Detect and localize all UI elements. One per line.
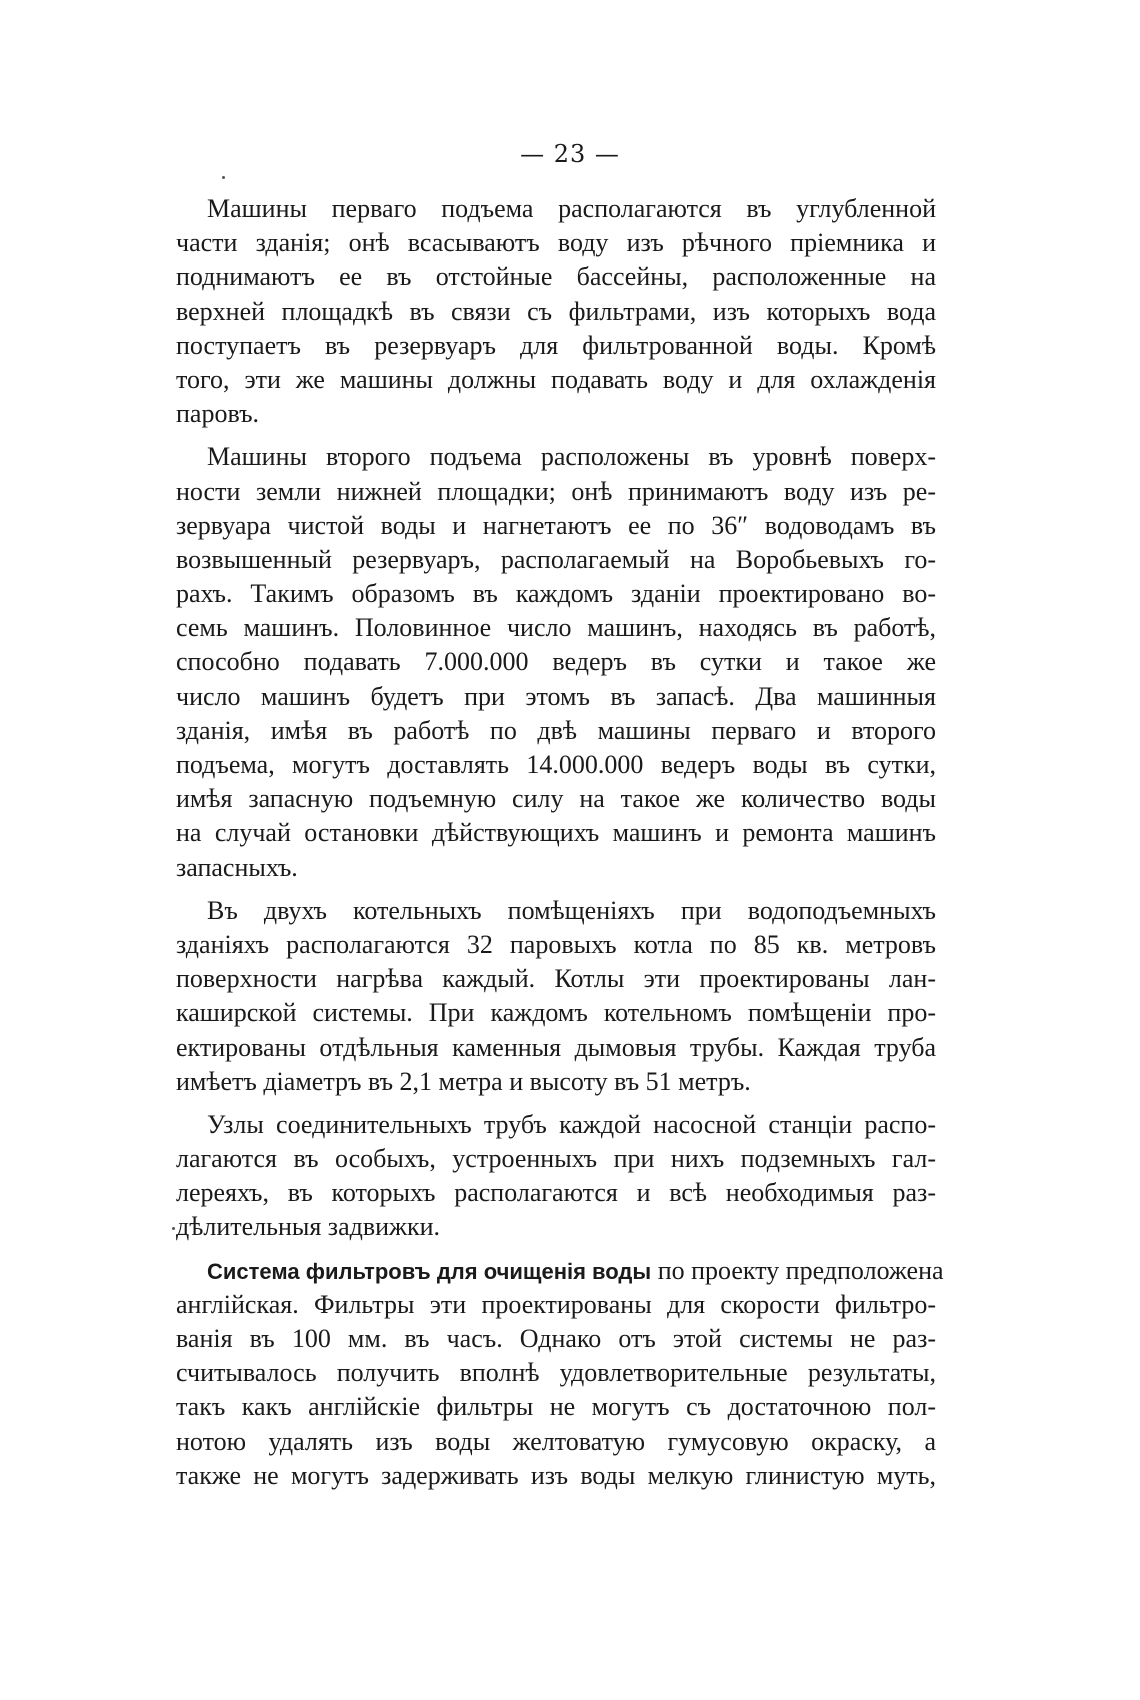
text-line: также не могутъ задерживать изъ воды мелкую глинистую муть, [176,1460,936,1490]
text-line: считывалось получить вполнѣ удовлетворительные результаты, [176,1358,936,1388]
text-line: запасныхъ. [176,852,298,882]
body-text [176,192,944,1502]
text-line: на случай остановки дѣйствующихъ машинъ и ремонта машинъ [176,818,936,848]
bold-heading-run: Система фильтровъ для очищенія воды [207,1258,652,1284]
text-line: такъ какъ англійскіе фильтры не могутъ съ достаточною пол- [176,1392,936,1422]
text-line: того, эти же машины должны подавать воду и для охлажденія [176,364,936,394]
text-line: зданія, имѣя въ работѣ по двѣ машины перваго и второго [176,715,936,745]
text-line: Машины второго подъема расположены въ уровнѣ поверх- [207,442,936,472]
text-line: Въ двухъ котельныхъ помѣщеніяхъ при водоподъемныхъ [207,895,936,925]
text-line: поднимаютъ ее въ отстойные бассейны, расположенные на [176,262,936,292]
text-line: зервуара чистой воды и нагнетаютъ ее по 36″ водоводамъ въ [176,510,936,540]
text-line: способно подавать 7.000.000 ведеръ въ сутки и такое же [176,647,936,677]
text-line: ектированы отдѣльныя каменныя дымовыя трубы. Каждая труба [176,1032,936,1062]
page-number: — 23 — [520,140,620,168]
text-line: подъема, могутъ доставлять 14.000.000 ведеръ воды въ сутки, [176,750,936,779]
paragraph-2 [176,440,936,884]
text-line: Узлы соединительныхъ трубъ каждой насосной станціи распо- [207,1109,936,1139]
text-line: англійская. Фильтры эти проектированы для скорости фильтро- [176,1289,936,1319]
text-line: возвышенный резервуаръ, располагаемый на Воробьевыхъ го- [176,544,936,574]
text-line: ванія въ 100 мм. въ часъ. Однако отъ этой системы не раз- [176,1324,936,1353]
text-line: части зданія; онѣ всасываютъ воду изъ рѣчного пріемника и [176,228,936,258]
text-line [176,1254,944,1288]
text-line: каширской системы. При каждомъ котельномъ помѣщеніи про- [176,998,936,1028]
text-line: дѣлительныя задвижки. [176,1212,441,1242]
print-speck [222,176,225,179]
text-line: семь машинъ. Половинное число машинъ, находясь въ работѣ, [176,613,936,643]
text-line: нотою удалять изъ воды желтоватую гумусовую окраску, а [176,1426,936,1456]
paragraph-3 [176,894,936,1099]
paragraph-1 [176,192,936,431]
paragraph-4 [176,1108,936,1245]
text-line: верхней площадкѣ въ связи съ фильтрами, изъ которыхъ вода [176,296,936,326]
text-line: лагаются въ особыхъ, устроенныхъ при нихъ подземныхъ гал- [176,1144,936,1174]
text-line: зданіяхъ располагаются 32 паровыхъ котла по 85 кв. метровъ [176,929,936,959]
text-line: поступаетъ въ резервуаръ для фильтрованной воды. Кромѣ [176,330,936,360]
text-line: Машины перваго подъема располагаются въ углубленной [207,194,936,223]
text-line: паровъ. [176,399,260,429]
lead-line-rest: по проекту предположена [651,1255,944,1285]
paragraph-5 [176,1254,944,1493]
text-line: имѣетъ діаметръ въ 2,1 метра и высоту въ 51 метръ. [176,1066,751,1096]
text-line: ности земли нижней площадки; онѣ принимаютъ воду изъ ре- [176,476,936,506]
text-line: имѣя запасную подъемную силу на такое же количество воды [176,784,936,814]
print-speck [172,1227,175,1230]
text-line: рахъ. Такимъ образомъ въ каждомъ зданіи проектировано во- [176,579,936,609]
text-line: число машинъ будетъ при этомъ въ запасѣ. Два машинныя [176,681,936,711]
text-line: лереяхъ, въ которыхъ располагаются и всѣ необходимыя раз- [176,1178,936,1208]
text-line: поверхности нагрѣва каждый. Котлы эти проектированы лан- [176,964,936,994]
